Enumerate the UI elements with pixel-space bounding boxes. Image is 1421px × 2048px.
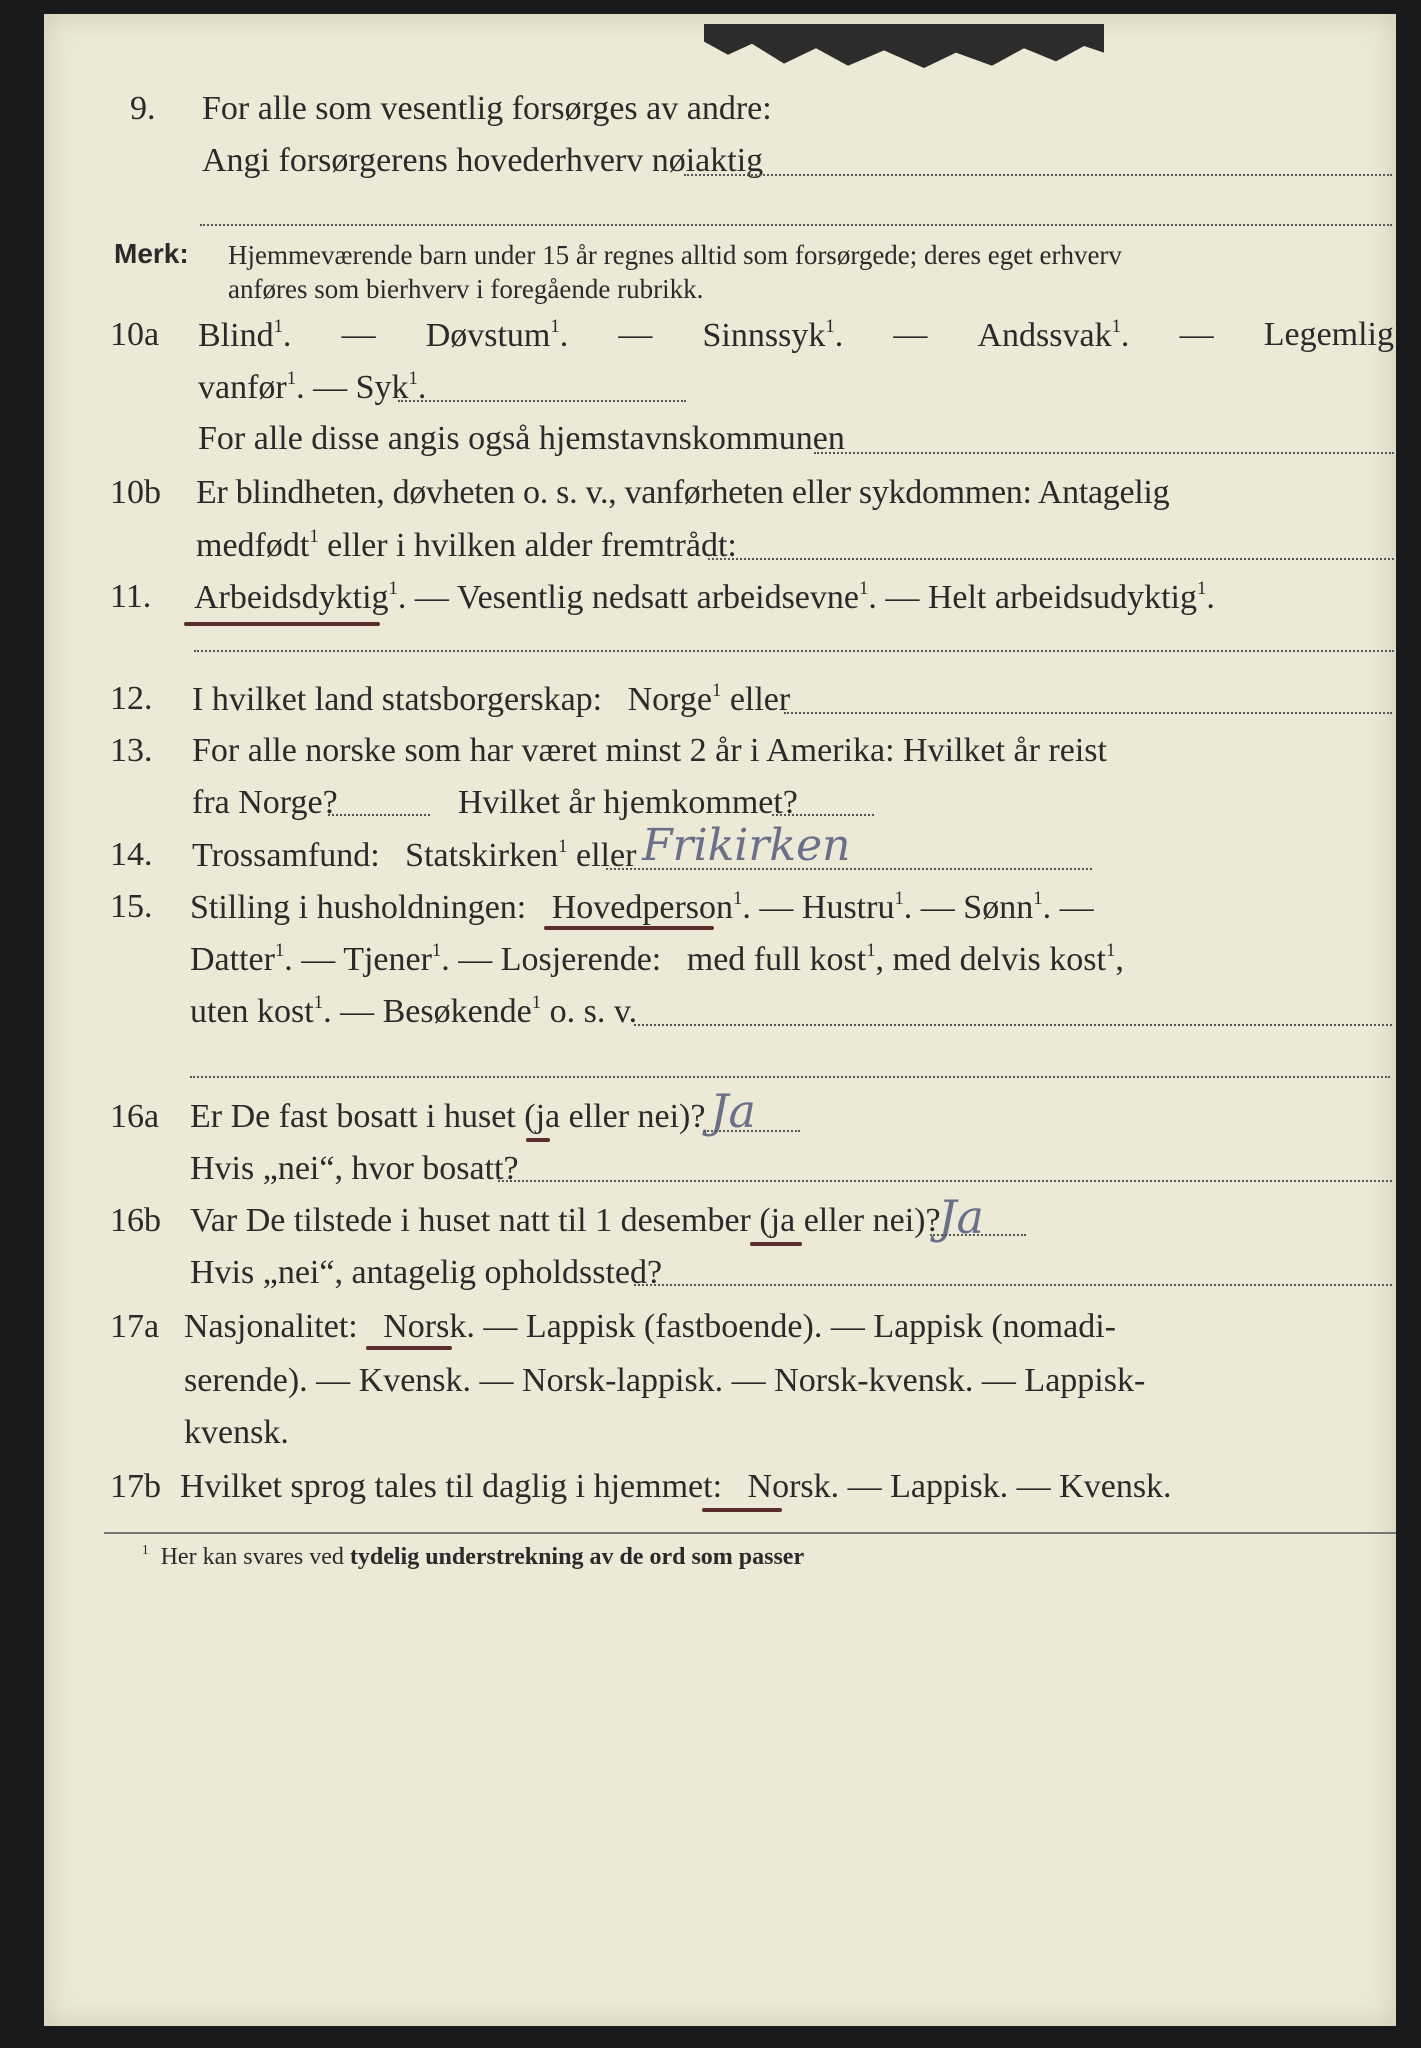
hovedperson-option: Hovedperson$^1$. (551, 888, 751, 927)
q14-number: 14. (110, 836, 153, 873)
q15-answer-underline (544, 926, 714, 930)
q14-handwritten-answer: Frikirken (642, 820, 851, 871)
q9-line1: For alle som vesentlig forsørges av andre: (202, 90, 772, 127)
merk-line2: anføres som bierhverv i foregående rubrikk. (228, 274, 704, 304)
sinnssyk-option: Sinnssyk$^1$. (702, 316, 844, 355)
q11-line: Arbeidsdyktig$^1$. — Vesentlig nedsatt arbeidsevne$^1$. — Helt arbeidsudyktig$^1$. (194, 578, 1215, 617)
q12-answer-line (784, 712, 1392, 714)
q16b-opholdssted-line (634, 1284, 1392, 1286)
q17a-line3: kvensk. (184, 1414, 289, 1451)
q16b-number: 16b (110, 1202, 161, 1239)
q10a-kommune-line (814, 452, 1394, 454)
q10a-line1: Blind$^1$. — Døvstum$^1$. — Sinnssyk$^1$. — Andssvak$^1$. — Legemlig (198, 316, 1394, 355)
q13-line1: For alle norske som har været minst 2 år i Amerika: Hvilket år reist (192, 732, 1107, 769)
syk-option: Syk$^1$. (355, 368, 427, 407)
q16a-ja-underline (526, 1138, 550, 1142)
q11-number: 11. (110, 578, 152, 615)
q11-answer-underline (184, 622, 380, 626)
sonn-option: Sønn$^1$. (963, 888, 1052, 927)
q14-line: Trossamfund: Statskirken$^1$ eller (192, 836, 637, 875)
q17a-line2: serende). — Kvensk. — Norsk-lappisk. — Norsk-kvensk. — Lappisk- (184, 1362, 1146, 1399)
q17b-number: 17b (110, 1468, 161, 1505)
q16a-answer-line (704, 1130, 800, 1132)
norge-option: Norge$^1$ (627, 680, 722, 719)
q16b-answer-line (930, 1234, 1026, 1236)
q14-answer-line (606, 868, 1092, 870)
q16a-number: 16a (110, 1098, 160, 1135)
merk-label: Merk: (114, 238, 189, 269)
q13-hjem-line (772, 814, 874, 816)
norsk-option-17b: Norsk. (747, 1468, 840, 1505)
q10a-answer-line (398, 400, 686, 402)
q15-number: 15. (110, 888, 153, 925)
q16b-line2: Hvis „nei“, antagelig opholdssted? (190, 1254, 663, 1291)
q10b-line2: medfødt$^1$ eller i hvilken alder fremtrådt: (196, 526, 737, 565)
q16b-handwritten-answer: Ja (938, 1190, 984, 1244)
q13-fra: fra Norge? (192, 784, 338, 821)
footnote-rule (104, 1532, 1396, 1534)
q9-answer-line (684, 174, 1392, 176)
q17a-answer-underline (366, 1346, 452, 1350)
q17a-line1: Nasjonalitet: Norsk. — Lappisk (fastboende). — Lappisk (nomadi- (184, 1308, 1116, 1345)
q17b-answer-underline (702, 1508, 782, 1512)
q9-answer-line-2 (200, 224, 1392, 226)
q10b-number: 10b (110, 474, 161, 511)
footnote: $^1$ Her kan svares ved tydelig understrekning av de ord som passer (142, 1542, 805, 1570)
q16b-ja-underline (750, 1242, 802, 1246)
q10a-line3: For alle disse angis også hjemstavnskommunen (198, 420, 845, 457)
q10b-line1: Er blindheten, døvheten o. s. v., vanførheten eller sykdommen: Antagelig (196, 474, 1170, 511)
q13-number: 13. (110, 732, 153, 769)
legemlig-option: Legemlig (1263, 316, 1394, 353)
q15-answer-line-2 (190, 1076, 1390, 1078)
q11-answer-line (194, 650, 1394, 652)
statskirken-option: Statskirken$^1$ (405, 836, 568, 875)
q12-number: 12. (110, 680, 153, 717)
q17a-number: 17a (110, 1308, 160, 1345)
nedsatt-option: Vesentlig nedsatt arbeidsevne$^1$. (456, 578, 877, 617)
dovstum-option: Døvstum$^1$. (425, 316, 569, 355)
q16a-handwritten-answer: Ja (710, 1084, 756, 1138)
q17b-line: Hvilket sprog tales til daglig i hjemmet: Norsk. — Lappisk. — Kvensk. (180, 1468, 1172, 1505)
q16a-bosatt-line (498, 1180, 1392, 1182)
q15-answer-line (634, 1024, 1392, 1026)
udyktig-option: Helt arbeidsudyktig$^1$. (927, 578, 1215, 617)
q15-line3: uten kost$^1$. — Besøkende$^1$ o. s. v. (190, 992, 638, 1031)
q9-line2: Angi forsørgerens hovederhverv nøiaktig (202, 142, 764, 179)
blind-option: Blind$^1$. (198, 316, 292, 355)
norsk-option: Norsk. (383, 1308, 475, 1345)
q10a-number: 10a (110, 316, 160, 353)
andssvak-option: Andssvak$^1$. (977, 316, 1130, 355)
q10b-answer-line (708, 558, 1394, 560)
arbeidsdyktig-option: Arbeidsdyktig$^1$. (194, 578, 407, 617)
q16a-line1: Er De fast bosatt i huset (ja eller nei)? (190, 1098, 706, 1135)
vanfor-option: vanfør$^1$. (198, 368, 305, 407)
q16a-line2: Hvis „nei“, hvor bosatt? (190, 1150, 519, 1187)
q15-line2: Datter$^1$. — Tjener$^1$. — Losjerende: med full kost$^1$, med delvis kost$^1$, (190, 940, 1124, 979)
hustru-option: Hustru$^1$. (801, 888, 913, 927)
q10a-line2: vanfør$^1$. — Syk$^1$. (198, 368, 427, 407)
q13-hjem: Hvilket år hjemkommet? (458, 784, 798, 821)
q13-fra-line (328, 814, 430, 816)
q15-line1: Stilling i husholdningen: Hovedperson$^1$. — Hustru$^1$. — Sønn$^1$. — (190, 888, 1094, 927)
q12-line: I hvilket land statsborgerskap: Norge$^1$ eller (192, 680, 791, 719)
q16b-line1: Var De tilstede i huset natt til 1 desember (ja eller nei)? (190, 1202, 941, 1239)
census-form-page (44, 14, 1396, 2026)
torn-edge (704, 24, 1104, 68)
q9-number: 9. (130, 90, 156, 127)
merk-line1: Hjemmeværende barn under 15 år regnes alltid som forsørgede; deres eget erhverv (228, 240, 1122, 270)
